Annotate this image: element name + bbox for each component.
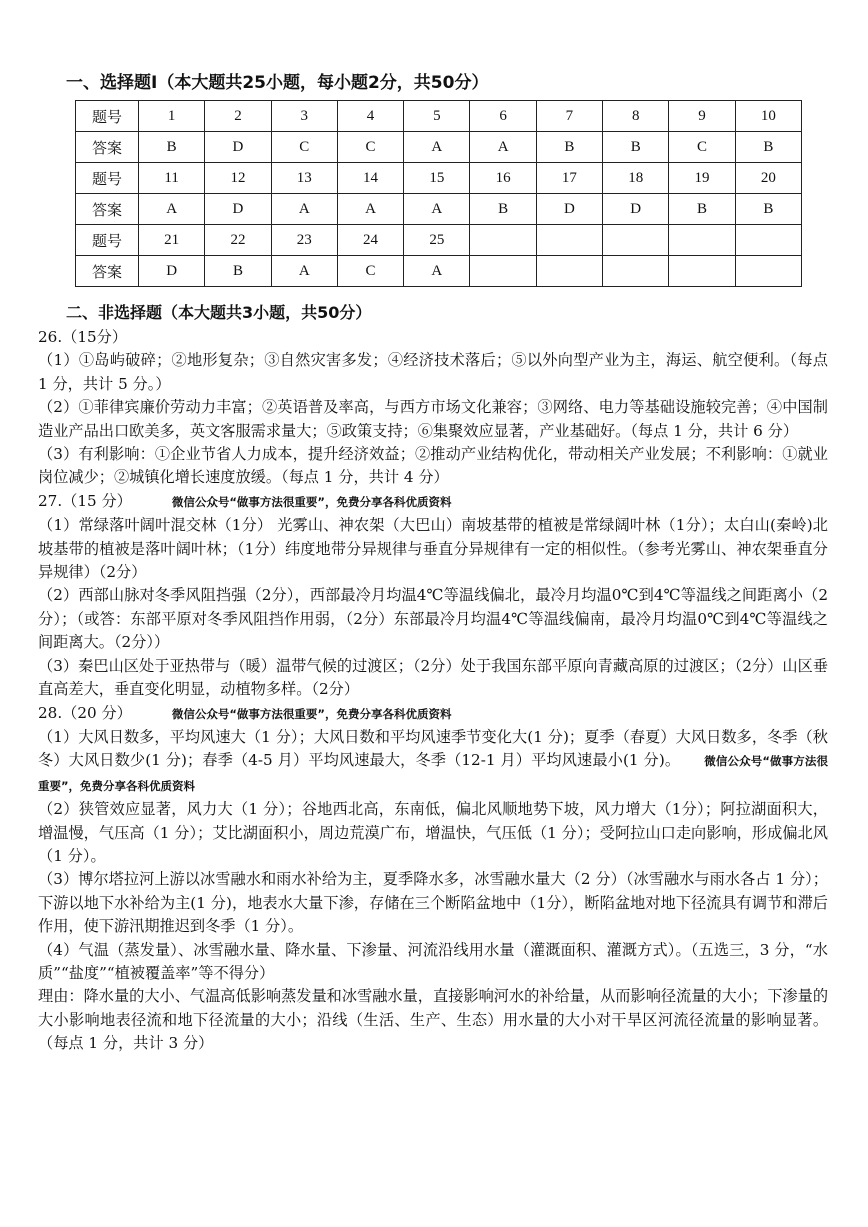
answer-cell: D [536, 194, 602, 225]
question-number: 5 [404, 101, 470, 132]
answer-cell [669, 256, 735, 287]
q27-part3: （3）秦巴山区处于亚热带与（暖）温带气候的过渡区；（2分）处于我国东部平原向青藏高原的过渡区；（2分）山区垂直高差大，垂直变化明显，动植物多样。（2分） [38, 656, 828, 699]
q26-part1: （1）①岛屿破碎；②地形复杂；③自然灾害多发；④经济技术落后；⑤以外向型产业为主，海运、航空便利。（每点 1 分，共计 5 分。） [38, 351, 828, 393]
answer-cell: C [337, 132, 403, 163]
answer-cell: B [735, 194, 801, 225]
question-number: 17 [536, 163, 602, 194]
watermark-text: 微信公众号“做事方法很重要”，免费分享各科优质资料 [38, 754, 828, 793]
q28-part1-text: （1）大风日数多，平均风速大（1 分）；大风日数和平均风速季节变化大(1 分)；夏季（春夏）大风日数多，冬季（秋冬）大风日数少(1 分)；春季（4-5 月）平均风速最大，冬季（12-1 月）平均风速最小(1 分)。 [38, 727, 828, 770]
question-number: 25 [404, 225, 470, 256]
watermark-text: 微信公众号“做事方法很重要”，免费分享各科优质资料 [171, 706, 452, 721]
question-number: 6 [470, 101, 536, 132]
watermark-text: 微信公众号“做事方法很重要”，免费分享各科优质资料 [171, 494, 452, 509]
q28-heading: 28.（20 分） [38, 703, 132, 722]
question-number: 1 [139, 101, 205, 132]
row-label-question-number: 题号 [76, 225, 139, 256]
question-number: 24 [337, 225, 403, 256]
answer-cell: B [536, 132, 602, 163]
q26-part3: （3）有利影响：①企业节省人力成本，提升经济效益；②推动产业结构优化，带动相关产业发展；不利影响：①就业岗位减少；②城镇化增长速度放缓。（每点 1 分，共计 4 分） [38, 445, 828, 487]
answer-cell: A [271, 194, 337, 225]
question-number [536, 225, 602, 256]
q28-reason: 理由：降水量的大小、气温高低影响蒸发量和冰雪融水量，直接影响河水的补给量，从而影响径流量的大小；下渗量的大小影响地表径流和地下径流量的大小；沿线（生活、生产、生态）用水量的大小对干旱区河流径流量的影响显著。（每点 1 分，共计 3 分） [38, 987, 828, 1053]
answer-cell: D [205, 132, 271, 163]
q28-part4: （4）气温（蒸发量）、冰雪融水量、降水量、下渗量、河流沿线用水量（灌溉面积、灌溉方式）。（五选三，3 分，“水质”“盐度”“植被覆盖率”等不得分） [38, 940, 828, 982]
section1-title: 一、选择题Ⅰ（本大题共25小题，每小题2分，共50分） [66, 73, 489, 93]
q26-heading: 26.（15分） [38, 328, 128, 346]
answer-cell: A [139, 194, 205, 225]
answer-row [76, 194, 802, 225]
question-number: 13 [271, 163, 337, 194]
answer-cell: A [271, 256, 337, 287]
q26-part2: （2）①菲律宾廉价劳动力丰富；②英语普及率高，与西方市场文化兼容；③网络、电力等基础设施较完善；④中国制造业产品出口欧美多，英文客服需求量大；⑤政策支持；⑥集聚效应显著，产业基础好。（每点 1 分，共计 6 分） [38, 398, 828, 440]
answer-cell [470, 256, 536, 287]
question-number: 4 [337, 101, 403, 132]
question-number: 10 [735, 101, 801, 132]
question-number-row [76, 163, 802, 194]
question-number: 16 [470, 163, 536, 194]
answer-cell: B [205, 256, 271, 287]
answer-cell: C [669, 132, 735, 163]
answer-cell: D [139, 256, 205, 287]
answer-cell: A [404, 132, 470, 163]
row-label-answer: 答案 [76, 194, 139, 225]
question-number: 22 [205, 225, 271, 256]
answer-cell: A [404, 194, 470, 225]
question-number: 11 [139, 163, 205, 194]
q28-heading-line [38, 702, 828, 726]
answer-cell: C [337, 256, 403, 287]
question-number: 8 [603, 101, 669, 132]
question-number: 23 [271, 225, 337, 256]
question-number: 2 [205, 101, 271, 132]
answer-cell: C [271, 132, 337, 163]
question-number: 12 [205, 163, 271, 194]
answer-cell: D [205, 194, 271, 225]
q27-heading-line [38, 490, 828, 514]
answer-cell: A [337, 194, 403, 225]
answer-cell: D [603, 194, 669, 225]
question-number [470, 225, 536, 256]
row-label-answer: 答案 [76, 132, 139, 163]
answer-cell [536, 256, 602, 287]
section2-title: 二、非选择题（本大题共3小题，共50分） [66, 303, 372, 322]
answer-cell: B [735, 132, 801, 163]
row-label-question-number: 题号 [76, 163, 139, 194]
question-number: 20 [735, 163, 801, 194]
answer-cell: B [470, 194, 536, 225]
q28-part2: （2）狭管效应显著，风力大（1 分）；谷地西北高，东南低，偏北风顺地势下坡，风力增大（1分）；阿拉湖面积大，增温慢，气压高（1 分）；艾比湖面积小，周边荒漠广布，增温快，气压低（1 分）；受阿拉山口走向影响，形成偏北风（1 分）。 [38, 800, 828, 865]
question-number [603, 225, 669, 256]
question-number [735, 225, 801, 256]
q28-part3: （3）博尔塔拉河上游以冰雪融水和雨水补给为主，夏季降水多，冰雪融水量大（2 分）（冰雪融水与雨水各占 1 分）；下游以地下水补给为主(1 分)，地表水大量下渗，存储在三个断陷盆地中（1分），断陷盆地对地下径流具有调节和滞后作用，使下游汛期推迟到冬季（1 分）。 [38, 870, 828, 936]
question-number: 21 [139, 225, 205, 256]
question-number: 18 [603, 163, 669, 194]
answer-cell [603, 256, 669, 287]
question-number-row [76, 101, 802, 132]
question-number: 3 [271, 101, 337, 132]
question-number: 7 [536, 101, 602, 132]
q28-part1 [38, 726, 828, 798]
answer-row [76, 256, 802, 287]
q27-heading: 27.（15 分） [38, 491, 132, 510]
q27-part2: （2）西部山脉对冬季风阻挡强（2分），西部最冷月均温4℃等温线偏北，最冷月均温0℃到4℃等温线之间距离小（2分）；（或答：东部平原对冬季风阻挡作用弱，（2分）东部最冷月均温4℃等温线偏南，最冷月均温0℃到4℃等温线之间距离大。（2分）） [38, 586, 828, 652]
question-number: 9 [669, 101, 735, 132]
question-number [669, 225, 735, 256]
question-number: 19 [669, 163, 735, 194]
row-label-answer: 答案 [76, 256, 139, 287]
answer-row [76, 132, 802, 163]
answer-cell: A [470, 132, 536, 163]
answer-cell: A [404, 256, 470, 287]
answer-cell: B [669, 194, 735, 225]
section2-content [38, 326, 828, 1056]
answer-cell [735, 256, 801, 287]
answer-table [75, 100, 802, 287]
question-number: 14 [337, 163, 403, 194]
answer-cell: B [139, 132, 205, 163]
question-number: 15 [404, 163, 470, 194]
row-label-question-number: 题号 [76, 101, 139, 132]
answer-cell: B [603, 132, 669, 163]
question-number-row [76, 225, 802, 256]
q27-part1: （1）常绿落叶阔叶混交林（1分） 光雾山、神农架（大巴山）南坡基带的植被是常绿阔叶林（1分）；太白山(秦岭)北坡基带的植被是落叶阔叶林；（1分）纬度地带分异规律与垂直分异规律有一定的相似性。（参考光雾山、神农架垂直分异规律）（2分） [38, 516, 828, 582]
